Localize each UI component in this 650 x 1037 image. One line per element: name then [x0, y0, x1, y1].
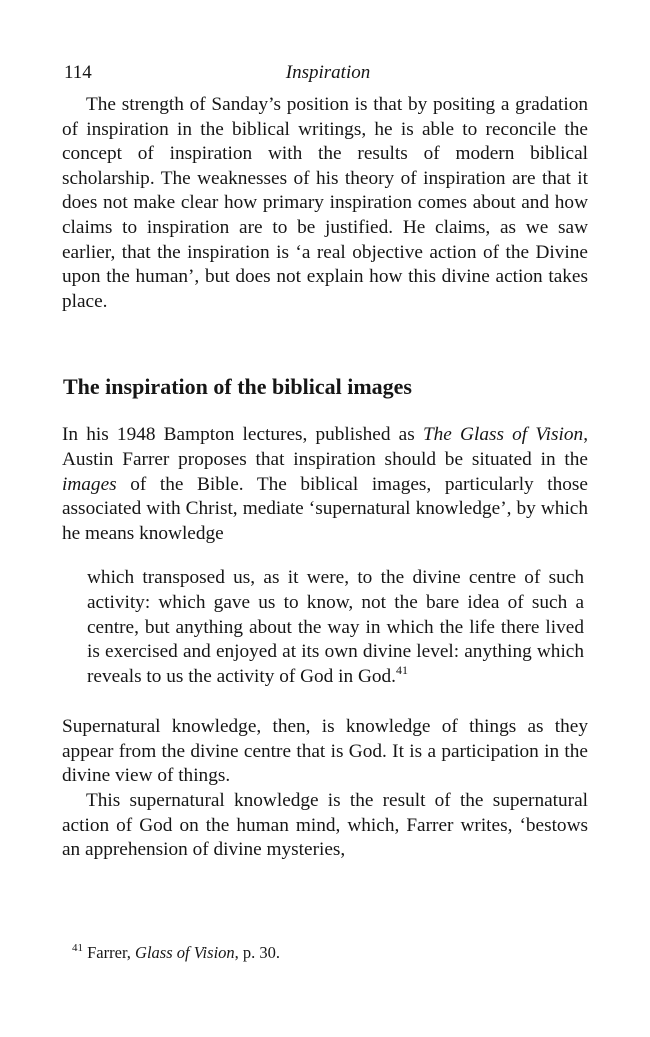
- running-title: Inspiration: [285, 62, 371, 83]
- paragraph-sanday: The strength of Sanday’s position is that by positing a gradation of inspiration in the biblical writings, he is able to reconcile the concept of inspiration with the results of modern biblical scholarship. The weaknesses of his theory of inspiration are that it does not make clear how primary inspiration comes about and how claims to inspiration are to be justified. He claims, as we saw earlier, that the inspiration is ‘a real objective action of the Divine upon the human’, but does not explain how this divine action takes place.: [62, 94, 588, 312]
- paragraph-text: of the Bible. The biblical images, particularly those associated with Christ, mediate ‘supernatural knowledge’, by which he means knowledge: [62, 473, 588, 544]
- running-head: [62, 58, 588, 88]
- paragraph-text: In his 1948 Bampton lectures, published as: [62, 424, 423, 446]
- paragraph-farrer: [62, 423, 588, 546]
- footnote-author: Farrer,: [87, 943, 136, 962]
- paragraph-text: , Austin Farrer proposes that inspiration should be situated in the: [62, 424, 589, 470]
- block-quote: [87, 566, 584, 689]
- footnote-number: 41: [72, 942, 83, 954]
- page-number: 114: [64, 62, 92, 83]
- section-heading: The inspiration of the biblical images: [63, 374, 412, 400]
- paragraph-supernatural-knowledge: Supernatural knowledge, then, is knowledge of things as they appear from the divine centre that is God. It is a participation in the divine view of things.: [62, 716, 588, 787]
- footnote-citation: , p. 30.: [234, 943, 281, 962]
- quote-text: which transposed us, as it were, to the divine centre of such activity: which gave us to know, not the bare idea of such a centre, but anything about the way in which the life there lived is exercised and enjoyed at its own divine level: anything which reveals to us the activity of God in God.: [87, 567, 584, 687]
- footnote-title: Glass of Vision: [135, 943, 235, 962]
- paragraph-supernatural-action: This supernatural knowledge is the result of the supernatural action of God on the human mind, which, Farrer writes, ‘bestows an apprehension of divine mysteries,: [62, 790, 588, 861]
- emphasis: images: [62, 473, 117, 495]
- book-page: [62, 58, 588, 863]
- footnote-reference: 41: [395, 662, 408, 677]
- book-title: The Glass of Vision: [422, 424, 584, 446]
- footnote: [72, 942, 280, 964]
